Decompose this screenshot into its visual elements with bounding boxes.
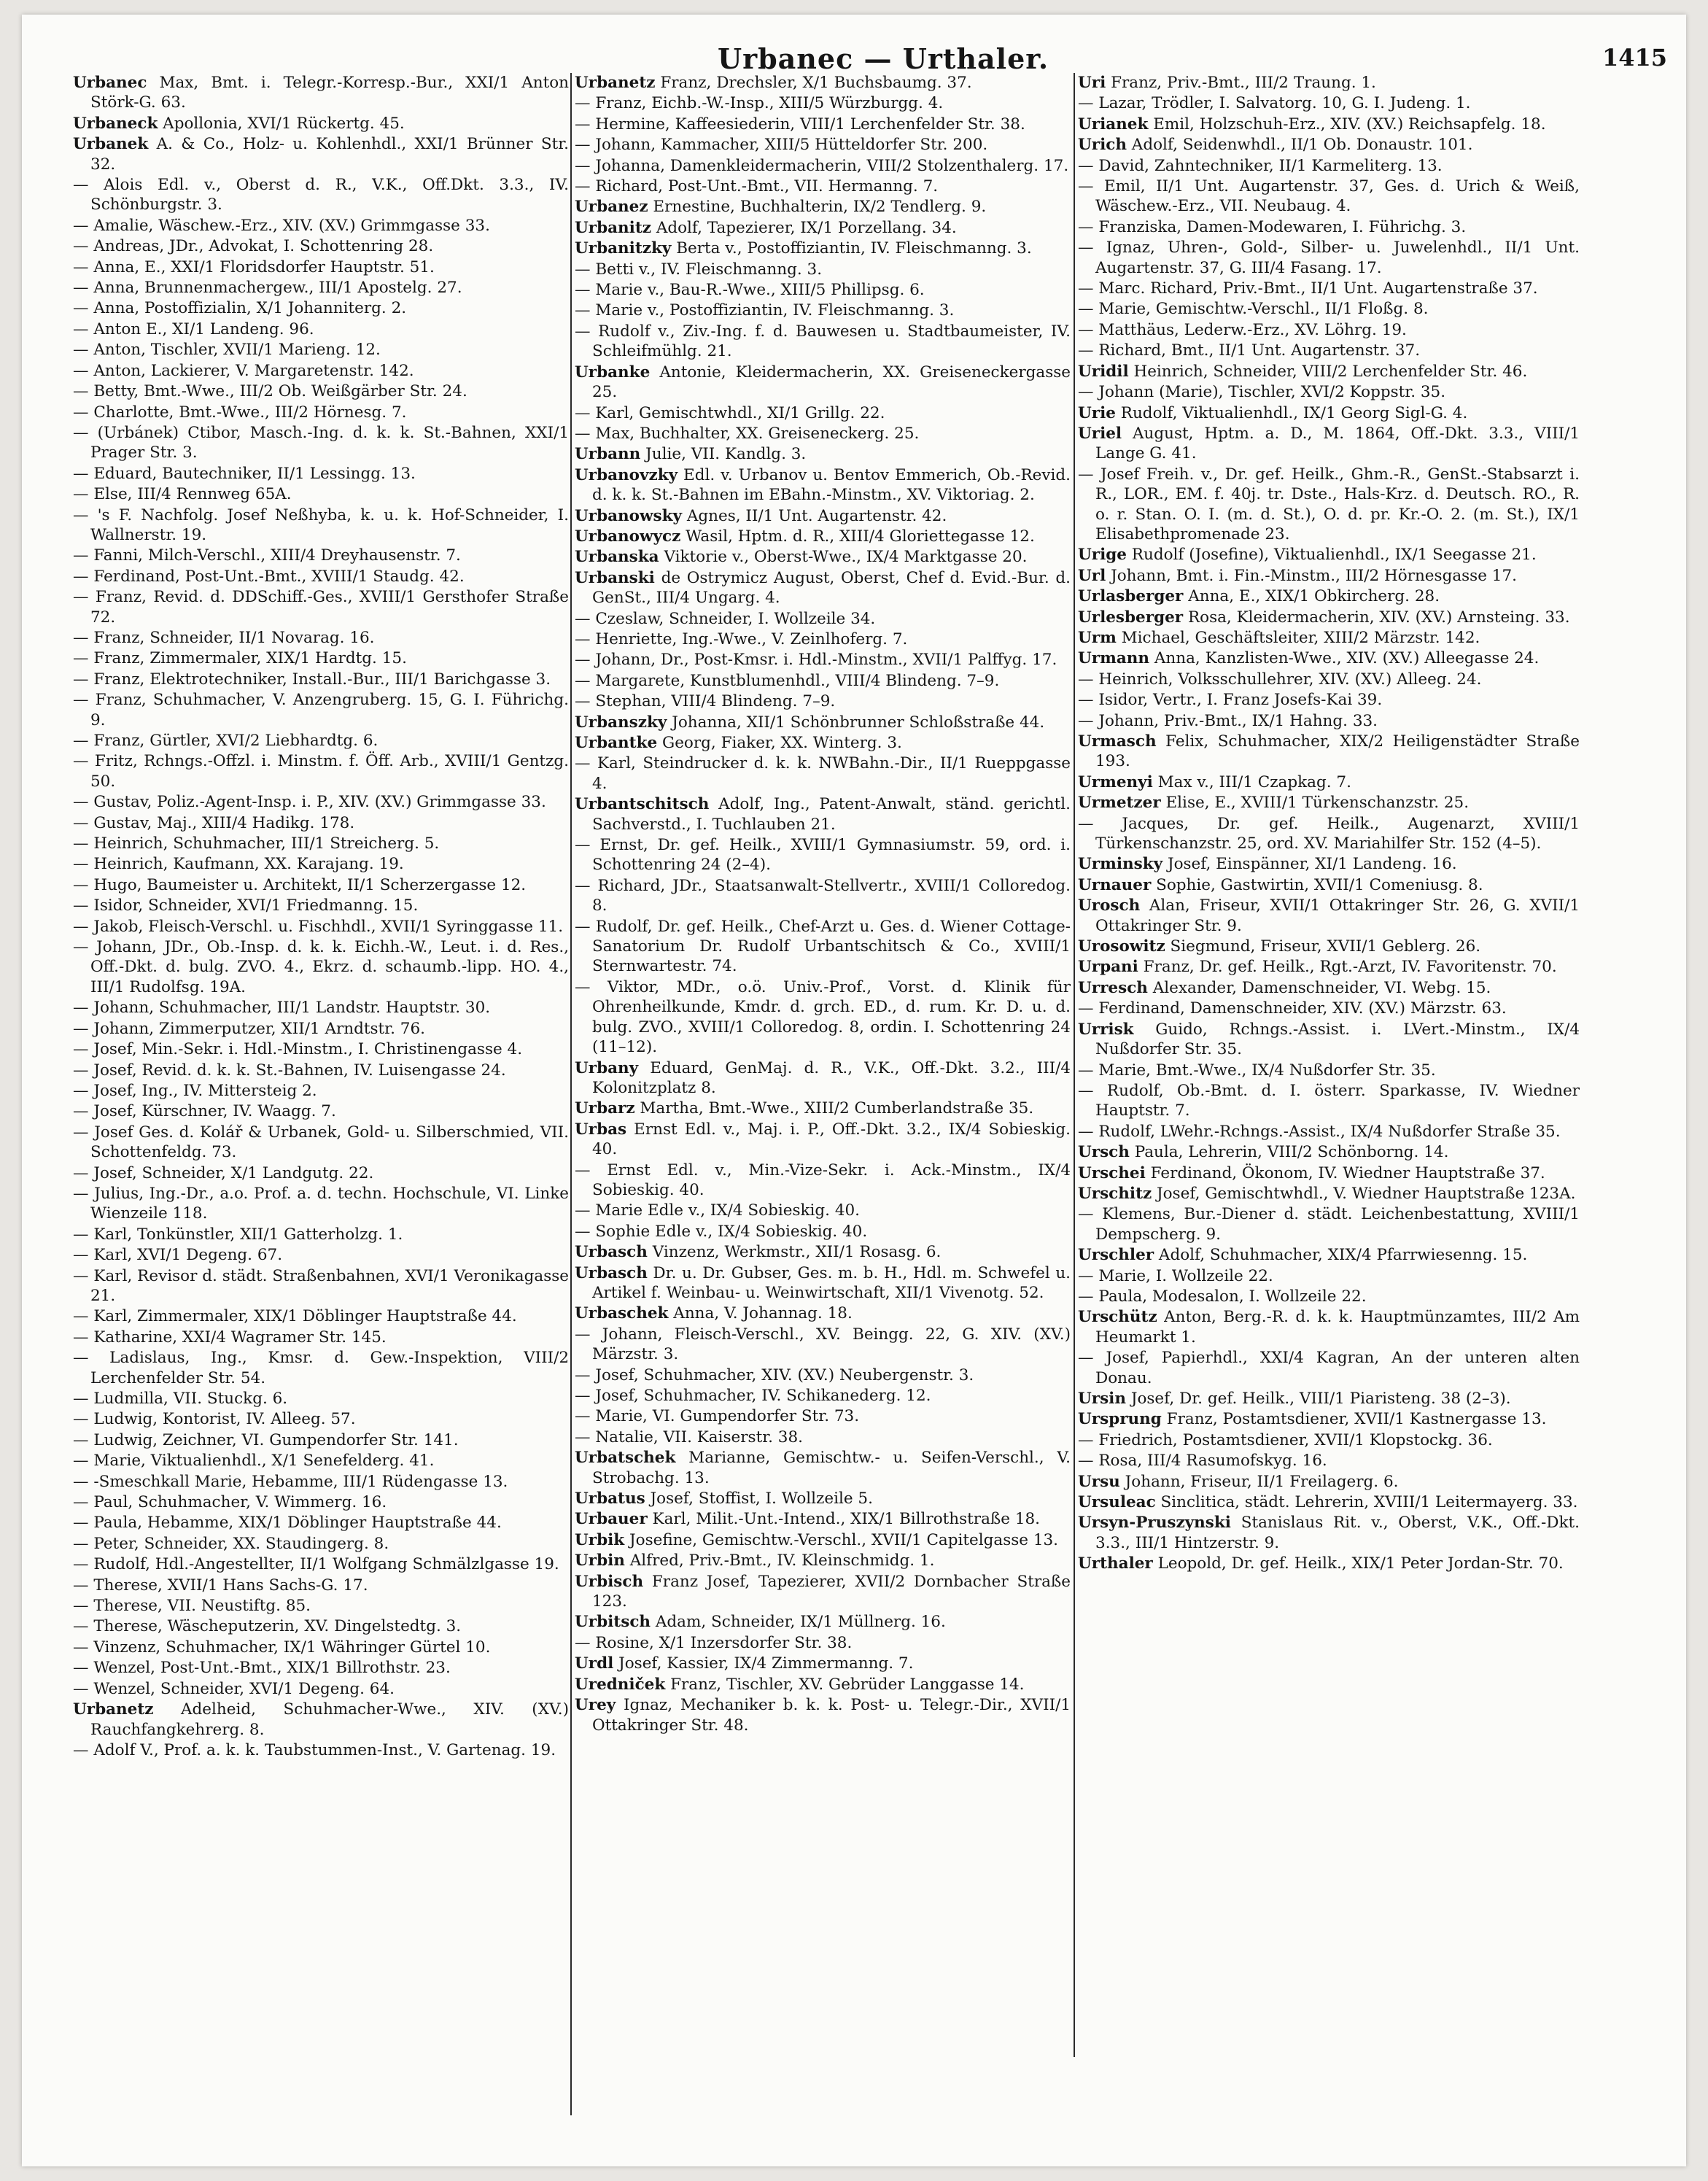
directory-entry: — Marie, VI. Gumpendorfer Str. 73.: [575, 1407, 860, 1426]
directory-entry: Urthaler Leopold, Dr. gef. Heilk., XIX/1 Peter Jordan-Str. 70.: [1078, 1554, 1564, 1573]
directory-entry: — Marie v., Bau-R.-Wwe., XIII/5 Phillipsg. 6.: [575, 281, 925, 300]
directory-entry: — Jacques, Dr. gef. Heilk., Augenarzt, XVIII/1 Türkenschanzstr. 25, ord. XV. Mariahilfer Str. 152 (4–5).: [1078, 814, 1580, 853]
directory-entry: — Betti v., IV. Fleischmanng. 3.: [575, 260, 823, 279]
directory-entry: Urbasch Vinzenz, Werkmstr., XII/1 Rosasg. 6.: [575, 1243, 942, 1262]
directory-entry: — Marie, Gemischtw.-Verschl., II/1 Floßg. 8.: [1078, 300, 1429, 319]
entry-surname: Urbanowsky: [575, 506, 683, 525]
entry-surname: Urbasch: [575, 1243, 648, 1262]
directory-entry: Urich Adolf, Seidenwhdl., II/1 Ob. Donaustr. 101.: [1078, 136, 1473, 155]
directory-entry: — Fanni, Milch-Verschl., XIII/4 Dreyhausenstr. 7.: [73, 546, 461, 565]
entry-surname: Urbanke: [575, 363, 651, 381]
entry-surname: Urosch: [1078, 896, 1141, 915]
directory-entry: — Amalie, Wäschew.-Erz., XIV. (XV.) Grimmgasse 33.: [73, 216, 490, 235]
entry-surname: Urich: [1078, 136, 1127, 155]
entry-surname: Uridil: [1078, 362, 1129, 381]
directory-entry: — Rudolf v., Ziv.-Ing. f. d. Bauwesen u. Stadtbaumeister, IV. Schleifmühlg. 21.: [575, 322, 1071, 361]
directory-entry: Ursch Paula, Lehrerin, VIII/2 Schönborng. 14.: [1078, 1143, 1449, 1162]
directory-entry: Urbann Julie, VII. Kandlg. 3.: [575, 445, 807, 464]
directory-entry: Urosowitz Siegmund, Friseur, XVII/1 Geblerg. 26.: [1078, 937, 1481, 956]
directory-entry: — Franz, Eichb.-W.-Insp., XIII/5 Würzburgg. 4.: [575, 94, 944, 113]
directory-entry: — Richard, JDr., Staatsanwalt-Stellvertr., XVIII/1 Colloredog. 8.: [575, 876, 1071, 915]
entry-surname: Urbisch: [575, 1572, 644, 1591]
directory-entry: Urbanowycz Wasil, Hptm. d. R., XIII/4 Gloriettegasse 12.: [575, 527, 1035, 546]
directory-entry: Url Johann, Bmt. i. Fin.-Minstm., III/2 Hörnesgasse 17.: [1078, 566, 1517, 585]
directory-entry: — Ludmilla, VII. Stuckg. 6.: [73, 1390, 288, 1408]
entry-surname: Urbanovzky: [575, 465, 678, 484]
directory-entry: Urpani Franz, Dr. gef. Heilk., Rgt.-Arzt, IV. Favoritenstr. 70.: [1078, 958, 1557, 977]
entry-surname: Urige: [1078, 546, 1127, 565]
directory-entry: — Heinrich, Schuhmacher, III/1 Streicherg. 5.: [73, 834, 440, 853]
directory-entry: — Josef, Min.-Sekr. i. Hdl.-Minstm., I. Christinengasse 4.: [73, 1040, 523, 1059]
directory-entry: — Anna, E., XXI/1 Floridsdorfer Hauptstr. 51.: [73, 257, 435, 276]
directory-entry: — Johann, Fleisch-Verschl., XV. Beingg. 22, G. XIV. (XV.) Märzstr. 3.: [575, 1325, 1071, 1364]
entry-surname: Urey: [575, 1696, 616, 1715]
directory-entry: — Emil, II/1 Unt. Augartenstr. 37, Ges. d. Urich & Weiß, Wäschew.-Erz., VII. Neubaug. 4.: [1078, 177, 1580, 216]
directory-entry: Urbanitzky Berta v., Postoffiziantin, IV. Fleischmanng. 3.: [575, 239, 1032, 258]
directory-entry: — Andreas, JDr., Advokat, I. Schottenring 28.: [73, 237, 434, 256]
directory-entry: — Josef, Revid. d. k. k. St.-Bahnen, IV. Luisengasse 24.: [73, 1061, 506, 1080]
directory-entry: — Karl, Tonkünstler, XII/1 Gatterholzg. 1.: [73, 1225, 403, 1244]
directory-entry: Urbaneck Apollonia, XVI/1 Rückertg. 45.: [73, 114, 405, 133]
directory-entry: — Franz, Zimmermaler, XIX/1 Hardtg. 15.: [73, 649, 407, 668]
directory-entry: — Karl, Zimmermaler, XIX/1 Döblinger Hauptstraße 44.: [73, 1307, 517, 1326]
directory-entry: — Karl, XVI/1 Degeng. 67.: [73, 1246, 283, 1265]
directory-entry: — Marie, Bmt.-Wwe., IX/4 Nußdorfer Str. 35.: [1078, 1061, 1436, 1080]
directory-entry: Uriel August, Hptm. a. D., M. 1864, Off.-Dkt. 3.3., VIII/1 Lange G. 41.: [1078, 424, 1580, 463]
entry-surname: Urbaschek: [575, 1304, 669, 1323]
directory-entry: Urbik Josefine, Gemischtw.-Verschl., XVII/1 Capitelgasse 13.: [575, 1530, 1059, 1549]
directory-entry: — Marie, Viktualienhdl., X/1 Senefelderg. 41.: [73, 1452, 435, 1471]
directory-entry: — Heinrich, Kaufmann, XX. Karajang. 19.: [73, 855, 404, 874]
directory-entry: — Friedrich, Postamtsdiener, XVII/1 Klopstockg. 36.: [1078, 1430, 1493, 1449]
directory-entry: — -Smeschkall Marie, Hebamme, III/1 Rüdengasse 13.: [73, 1472, 508, 1491]
entry-surname: Ursch: [1078, 1143, 1130, 1162]
entry-surname: Urschütz: [1078, 1308, 1157, 1327]
directory-entry: — Paul, Schuhmacher, V. Wimmerg. 16.: [73, 1493, 387, 1512]
directory-entry: — 's F. Nachfolg. Josef Neßhyba, k. u. k. Hof-Schneider, I. Wallnerstr. 19.: [73, 505, 569, 544]
directory-entry: — Josef, Ing., IV. Mittersteig 2.: [73, 1081, 317, 1100]
directory-entry: — Ferdinand, Post-Unt.-Bmt., XVIII/1 Staudg. 42.: [73, 567, 465, 586]
directory-entry: — Johann, Schuhmacher, III/1 Landstr. Hauptstr. 30.: [73, 999, 491, 1018]
directory-entry: — Josef, Kürschner, IV. Waagg. 7.: [73, 1102, 336, 1121]
directory-entry: — Anna, Brunnenmachergew., III/1 Apostelg. 27.: [73, 279, 462, 298]
directory-entry: Urmann Anna, Kanzlisten-Wwe., XIV. (XV.) Alleegasse 24.: [1078, 649, 1540, 668]
directory-entry: Urbanez Ernestine, Buchhalterin, IX/2 Tendlerg. 9.: [575, 198, 987, 217]
directory-entry: — Franziska, Damen-Modewaren, I. Führichg. 3.: [1078, 217, 1467, 236]
directory-entry: — Paula, Modesalon, I. Wollzeile 22.: [1078, 1287, 1367, 1306]
entry-surname: Urbanetz: [73, 1700, 154, 1719]
directory-entry: — Rosine, X/1 Inzersdorfer Str. 38.: [575, 1633, 853, 1652]
directory-entry: — Max, Buchhalter, XX. Greiseneckerg. 25.: [575, 424, 920, 443]
directory-entry: Urmasch Felix, Schuhmacher, XIX/2 Heiligenstädter Straße 193.: [1078, 732, 1580, 771]
entry-surname: Urbarz: [575, 1099, 635, 1118]
directory-entry: — Anton E., XI/1 Landeng. 96.: [73, 319, 314, 338]
directory-entry: Urosch Alan, Friseur, XVII/1 Ottakringer Str. 26, G. XVII/1 Ottakringer Str. 9.: [1078, 896, 1580, 935]
directory-entry: — Therese, VII. Neustiftg. 85.: [73, 1597, 311, 1616]
entry-surname: Urbatus: [575, 1489, 645, 1508]
entry-surname: Urbauer: [575, 1510, 648, 1529]
entry-surname: Urlasberger: [1078, 587, 1184, 606]
directory-entry: Urie Rudolf, Viktualienhdl., IX/1 Georg Sigl-G. 4.: [1078, 403, 1468, 422]
directory-entry: — Ernst Edl. v., Min.-Vize-Sekr. i. Ack.-Minstm., IX/4 Sobieskig. 40.: [575, 1161, 1071, 1199]
directory-entry: — Josef, Papierhdl., XXI/4 Kagran, An der unteren alten Donau.: [1078, 1349, 1580, 1387]
directory-entry: Urlasberger Anna, E., XIX/1 Obkircherg. 28.: [1078, 587, 1440, 606]
directory-entry: Urmenyi Max v., III/1 Czapkag. 7.: [1078, 772, 1351, 791]
directory-entry: — Rudolf, Ob.-Bmt. d. I. österr. Sparkasse, IV. Wiedner Hauptstr. 7.: [1078, 1081, 1580, 1120]
directory-entry: — Marie Edle v., IX/4 Sobieskig. 40.: [575, 1201, 861, 1220]
column-divider: [570, 73, 572, 2115]
directory-entry: — Rudolf, Dr. gef. Heilk., Chef-Arzt u. Ges. d. Wiener Cottage-Sanatorium Dr. Rudolf Urbantschitsch & Co., XVIII/1 Sternwartestr. 74.: [575, 917, 1071, 976]
entry-surname: Uri: [1078, 74, 1106, 92]
entry-surname: Url: [1078, 566, 1106, 585]
directory-entry: Urbanke Antonie, Kleidermacherin, XX. Greiseneckergasse 25.: [575, 363, 1071, 402]
directory-entry: — Karl, Steindrucker d. k. k. NWBahn.-Dir., II/1 Rueppgasse 4.: [575, 754, 1071, 793]
column-divider: [1074, 73, 1075, 2057]
directory-entry: Urbitsch Adam, Schneider, IX/1 Müllnerg. 16.: [575, 1613, 946, 1632]
entry-surname: Urbatschek: [575, 1449, 676, 1468]
directory-column-3: [1078, 73, 1580, 2086]
directory-entry: Urschütz Anton, Berg.-R. d. k. k. Hauptmünzamtes, III/2 Am Heumarkt 1.: [1078, 1308, 1580, 1347]
directory-entry: — Katharine, XXI/4 Wagramer Str. 145.: [73, 1328, 387, 1347]
directory-entry: — Anna, Postoffizialin, X/1 Johanniterg. 2.: [73, 299, 407, 318]
directory-entry: Urbanski de Ostrymicz August, Oberst, Chef d. Evid.-Bur. d. GenSt., III/4 Ungarg. 4.: [575, 568, 1071, 608]
directory-entry: — Marc. Richard, Priv.-Bmt., II/1 Unt. Augartenstraße 37.: [1078, 279, 1538, 298]
entry-surname: Urschler: [1078, 1246, 1154, 1265]
directory-entry: — Josef Ges. d. Kolář & Urbanek, Gold- u. Silberschmied, VII. Schottenfeldg. 73.: [73, 1123, 569, 1162]
directory-entry: Urbatschek Marianne, Gemischtw.- u. Seifen-Verschl., V. Strobachg. 13.: [575, 1449, 1071, 1487]
directory-entry: — Lazar, Trödler, I. Salvatorg. 10, G. I. Judeng. 1.: [1078, 94, 1471, 113]
directory-entry: — Isidor, Vertr., I. Franz Josefs-Kai 39.: [1078, 691, 1383, 710]
directory-entry: — Paula, Hebamme, XIX/1 Döblinger Hauptstraße 44.: [73, 1514, 502, 1533]
entry-surname: Urie: [1078, 403, 1116, 422]
directory-entry: — Klemens, Bur.-Diener d. städt. Leichenbestattung, XVIII/1 Dempscherg. 9.: [1078, 1205, 1580, 1244]
entry-surname: Urminsky: [1078, 855, 1163, 874]
directory-entry: Urschei Ferdinand, Ökonom, IV. Wiedner Hauptstraße 37.: [1078, 1163, 1545, 1182]
directory-column-1: [73, 73, 569, 2145]
directory-entry: Urey Ignaz, Mechaniker b. k. k. Post- u. Telegr.-Dir., XVII/1 Ottakringer Str. 48.: [575, 1696, 1071, 1735]
directory-entry: — Viktor, MDr., o.ö. Univ.-Prof., Vorst. d. Klinik für Ohrenheilkunde, Kmdr. d. grch. ED., d. rum. Kr. D. u. d. bulg. ZVO., XVIII/1 Colloredog. 8, ordin. I. Schottenring 24 (11–12).: [575, 977, 1071, 1057]
entry-surname: Urrisk: [1078, 1020, 1134, 1039]
entry-surname: Urbanec: [73, 74, 147, 92]
directory-entry: — Czeslaw, Schneider, I. Wollzeile 34.: [575, 609, 876, 628]
directory-entry: — Ferdinand, Damenschneider, XIV. (XV.) Märzstr. 63.: [1078, 999, 1507, 1018]
directory-entry: Urm Michael, Geschäftsleiter, XIII/2 Märzstr. 142.: [1078, 628, 1480, 647]
directory-entry: Urbanetz Franz, Drechsler, X/1 Buchsbaumg. 37.: [575, 74, 972, 92]
entry-surname: Urmann: [1078, 649, 1150, 668]
directory-entry: Urbantschitsch Adolf, Ing., Patent-Anwalt, ständ. gerichtl. Sachverstd., I. Tuchlauben 21.: [575, 795, 1071, 834]
entry-surname: Urbanski: [575, 568, 655, 587]
directory-entry: — Franz, Gürtler, XVI/2 Liebhardtg. 6.: [73, 732, 379, 750]
entry-surname: Urschitz: [1078, 1184, 1152, 1203]
entry-surname: Urbanska: [575, 548, 659, 567]
directory-entry: — Peter, Schneider, XX. Staudingerg. 8.: [73, 1534, 389, 1553]
directory-entry: — Wenzel, Schneider, XVI/1 Degeng. 64.: [73, 1679, 395, 1698]
directory-entry: — Betty, Bmt.-Wwe., III/2 Ob. Weißgärber Str. 24.: [73, 382, 467, 401]
entry-surname: Ursyn-Pruszynski: [1078, 1514, 1231, 1533]
entry-surname: Urmetzer: [1078, 794, 1161, 813]
directory-entry: — Richard, Bmt., II/1 Unt. Augartenstr. 37.: [1078, 341, 1421, 360]
directory-entry: — Sophie Edle v., IX/4 Sobieskig. 40.: [575, 1222, 868, 1241]
directory-entry: Uri Franz, Priv.-Bmt., III/2 Traung. 1.: [1078, 74, 1376, 92]
directory-entry: — Johann, Zimmerputzer, XII/1 Arndtstr. 76.: [73, 1019, 425, 1038]
directory-entry: — Stephan, VIII/4 Blindeng. 7–9.: [575, 692, 836, 711]
directory-entry: — Ludwig, Kontorist, IV. Alleeg. 57.: [73, 1410, 356, 1429]
entry-surname: Urnauer: [1078, 875, 1152, 894]
entry-surname: Urianek: [1078, 115, 1149, 133]
directory-entry: — Karl, Revisor d. städt. Straßenbahnen, XVI/1 Veronikagasse 21.: [73, 1266, 569, 1305]
entry-surname: Urmasch: [1078, 732, 1157, 751]
directory-entry: — Hermine, Kaffeesiederin, VIII/1 Lerchenfelder Str. 38.: [575, 115, 1025, 133]
directory-entry: — Johann, Dr., Post-Kmsr. i. Hdl.-Minstm., XVII/1 Palffyg. 17.: [575, 651, 1057, 670]
entry-surname: Urresch: [1078, 978, 1148, 997]
directory-entry: Urdl Josef, Kassier, IX/4 Zimmermanng. 7.: [575, 1654, 914, 1673]
directory-entry: — (Urbánek) Ctibor, Masch.-Ing. d. k. k. St.-Bahnen, XXI/1 Prager Str. 3.: [73, 423, 569, 462]
directory-entry: — Franz, Elektrotechniker, Install.-Bur., III/1 Barichgasse 3.: [73, 670, 551, 689]
directory-entry: — Jakob, Fleisch-Verschl. u. Fischhdl., XVII/1 Syringgasse 11.: [73, 917, 564, 936]
entry-surname: Urbann: [575, 445, 641, 464]
entry-surname: Urm: [1078, 628, 1117, 647]
directory-entry: — Johann, Priv.-Bmt., IX/1 Hahng. 33.: [1078, 711, 1378, 730]
entry-surname: Urbin: [575, 1552, 625, 1570]
directory-entry: Urbisch Franz Josef, Tapezierer, XVII/2 Dornbacher Straße 123.: [575, 1572, 1071, 1611]
entry-surname: Urdl: [575, 1654, 614, 1673]
directory-entry: — Natalie, VII. Kaiserstr. 38.: [575, 1427, 803, 1446]
directory-entry: — Marie, I. Wollzeile 22.: [1078, 1266, 1273, 1285]
directory-entry: — Johann (Marie), Tischler, XVI/2 Koppstr. 35.: [1078, 383, 1446, 402]
directory-column-2: [575, 73, 1071, 2145]
directory-entry: Urbin Alfred, Priv.-Bmt., IV. Kleinschmidg. 1.: [575, 1552, 935, 1570]
directory-entry: — Adolf V., Prof. a. k. k. Taubstummen-Inst., V. Gartenag. 19.: [73, 1740, 556, 1759]
entry-surname: Ursuleac: [1078, 1493, 1156, 1512]
directory-entry: Urbanovzky Edl. v. Urbanov u. Bentov Emmerich, Ob.-Revid. d. k. k. St.-Bahnen im EBahn.-Minstm., XV. Viktoriag. 2.: [575, 465, 1071, 505]
entry-surname: Urbany: [575, 1058, 639, 1077]
directory-entry: Urminsky Josef, Einspänner, XI/1 Landeng. 16.: [1078, 855, 1457, 874]
entry-surname: Urbanez: [575, 198, 648, 217]
directory-entry: — Rudolf, LWehr.-Rchngs.-Assist., IX/4 Nußdorfer Straße 35.: [1078, 1122, 1561, 1141]
directory-entry: Urresch Alexander, Damenschneider, VI. Webg. 15.: [1078, 978, 1491, 997]
directory-entry: Urbanitz Adolf, Tapezierer, IX/1 Porzellang. 34.: [575, 218, 957, 237]
directory-entry: — Gustav, Maj., XIII/4 Hadikg. 178.: [73, 813, 355, 832]
entry-surname: Ursin: [1078, 1390, 1126, 1408]
directory-entry: — Franz, Schneider, II/1 Novarag. 16.: [73, 628, 375, 647]
directory-entry: — Eduard, Bautechniker, II/1 Lessingg. 13.: [73, 464, 416, 483]
entry-surname: Urbaneck: [73, 114, 158, 133]
directory-entry: — David, Zahntechniker, II/1 Karmeliterg. 13.: [1078, 156, 1443, 175]
directory-entry: Ursu Johann, Friseur, II/1 Freilagerg. 6.: [1078, 1472, 1399, 1491]
directory-entry: — Vinzenz, Schuhmacher, IX/1 Währinger Gürtel 10.: [73, 1638, 491, 1657]
directory-entry: — Franz, Revid. d. DDSchiff.-Ges., XVIII/1 Gersthofer Straße 72.: [73, 588, 569, 627]
directory-entry: — Therese, XVII/1 Hans Sachs-G. 17.: [73, 1576, 368, 1595]
directory-entry: — Rosa, III/4 Rasumofskyg. 16.: [1078, 1452, 1327, 1471]
entry-surname: Urbanitzky: [575, 239, 672, 258]
directory-entry: Ursyn-Pruszynski Stanislaus Rit. v., Oberst, V.K., Off.-Dkt. 3.3., III/1 Hintzerstr. 9.: [1078, 1514, 1580, 1552]
directory-entry: — Johann, JDr., Ob.-Insp. d. k. k. Eichh.-W., Leut. i. d. Res., Off.-Dkt. d. bulg. ZVO. 4., Ekrz. d. schaumb.-lipp. HO. 4., III/1 Rudolfsg. 19A.: [73, 938, 569, 996]
directory-entry: — Richard, Post-Unt.-Bmt., VII. Hermanng. 7.: [575, 177, 939, 196]
directory-entry: Urbanek A. & Co., Holz- u. Kohlenhdl., XXI/1 Brünner Str. 32.: [73, 135, 569, 174]
directory-entry: Urbantke Georg, Fiaker, XX. Winterg. 3.: [575, 734, 902, 752]
directory-entry: Urbanetz Adelheid, Schuhmacher-Wwe., XIV. (XV.) Rauchfangkehrerg. 8.: [73, 1700, 569, 1739]
directory-entry: Urige Rudolf (Josefine), Viktualienhdl., IX/1 Seegasse 21.: [1078, 546, 1537, 565]
directory-entry: — Ernst, Dr. gef. Heilk., XVIII/1 Gymnasiumstr. 59, ord. i. Schottenring 24 (2–4).: [575, 836, 1071, 875]
entry-surname: Uredniček: [575, 1675, 666, 1694]
directory-entry: Urschitz Josef, Gemischtwhdl., V. Wiedner Hauptstraße 123A.: [1078, 1184, 1576, 1203]
directory-entry: Urbanowsky Agnes, II/1 Unt. Augartenstr. 42.: [575, 506, 947, 525]
directory-entry: — Isidor, Schneider, XVI/1 Friedmanng. 15.: [73, 896, 419, 915]
entry-surname: Urpani: [1078, 958, 1138, 977]
directory-entry: — Therese, Wäscheputzerin, XV. Dingelstedtg. 3.: [73, 1617, 462, 1636]
directory-entry: — Wenzel, Post-Unt.-Bmt., XIX/1 Billrothstr. 23.: [73, 1659, 451, 1678]
directory-entry: — Franz, Schuhmacher, V. Anzengruberg. 15, G. I. Führichg. 9.: [73, 691, 569, 729]
directory-entry: Urbanska Viktorie v., Oberst-Wwe., IX/4 Marktgasse 20.: [575, 548, 1028, 567]
directory-entry: — Matthäus, Lederw.-Erz., XV. Löhrg. 19.: [1078, 320, 1407, 339]
directory-entry: Urbarz Martha, Bmt.-Wwe., XIII/2 Cumberlandstraße 35.: [575, 1099, 1034, 1118]
directory-entry: — Henriette, Ing.-Wwe., V. Zeinlhoferg. 7.: [575, 629, 908, 648]
directory-entry: — Alois Edl. v., Oberst d. R., V.K., Off.Dkt. 3.3., IV. Schönburgstr. 3.: [73, 176, 569, 214]
directory-entry: — Josef Freih. v., Dr. gef. Heilk., Ghm.-R., GenSt.-Stabsarzt i. R., LOR., EM. f. 40j. tr. Dste., Hals-Krz. d. Deutsch. RO., R. o. r. Stan. O. I. (m. d. St.), O. d. pr. Kr.-O. 2. (m. St.), IX/1 Elisabethpromenade 23.: [1078, 465, 1580, 543]
directory-entry: — Gustav, Poliz.-Agent-Insp. i. P., XIV. (XV.) Grimmgasse 33.: [73, 793, 546, 812]
directory-entry: — Margarete, Kunstblumenhdl., VIII/4 Blindeng. 7–9.: [575, 671, 1000, 690]
directory-entry: — Marie v., Postoffiziantin, IV. Fleischmanng. 3.: [575, 301, 955, 320]
entry-surname: Urbantschitsch: [575, 795, 710, 814]
directory-entry: Urbanec Max, Bmt. i. Telegr.-Korresp.-Bur., XXI/1 Anton Störk-G. 63.: [73, 74, 569, 112]
directory-entry: Uredniček Franz, Tischler, XV. Gebrüder Langgasse 14.: [575, 1675, 1025, 1694]
entry-surname: Uriel: [1078, 424, 1122, 443]
directory-entry: — Charlotte, Bmt.-Wwe., III/2 Hörnesg. 7.: [73, 403, 407, 422]
directory-entry: — Heinrich, Volksschullehrer, XIV. (XV.) Alleeg. 24.: [1078, 670, 1482, 689]
entry-surname: Urbanetz: [575, 74, 656, 92]
entry-surname: Ursprung: [1078, 1410, 1162, 1429]
entry-surname: Urosowitz: [1078, 937, 1165, 956]
directory-entry: Urmetzer Elise, E., XVIII/1 Türkenschanzstr. 25.: [1078, 794, 1470, 813]
entry-surname: Urbanowycz: [575, 527, 681, 546]
entry-surname: Urbik: [575, 1530, 625, 1549]
directory-entry: — Ladislaus, Ing., Kmsr. d. Gew.-Inspektion, VIII/2 Lerchenfelder Str. 54.: [73, 1349, 569, 1387]
entry-surname: Urbitsch: [575, 1613, 651, 1632]
directory-entry: — Ludwig, Zeichner, VI. Gumpendorfer Str. 141.: [73, 1430, 459, 1449]
page-title: Urbanec — Urthaler.: [717, 42, 1049, 75]
directory-entry: — Hugo, Baumeister u. Architekt, II/1 Scherzergasse 12.: [73, 875, 527, 894]
directory-entry: — Josef, Schuhmacher, XIV. (XV.) Neubergenstr. 3.: [575, 1365, 974, 1384]
directory-entry: — Johanna, Damenkleidermacherin, VIII/2 Stolzenthalerg. 17.: [575, 156, 1069, 175]
directory-entry: Ursuleac Sinclitica, städt. Lehrerin, XVIII/1 Leitermayerg. 33.: [1078, 1493, 1578, 1512]
directory-entry: Uridil Heinrich, Schneider, VIII/2 Lerchenfelder Str. 46.: [1078, 362, 1528, 381]
directory-entry: Urrisk Guido, Rchngs.-Assist. i. LVert.-Minstm., IX/4 Nußdorfer Str. 35.: [1078, 1020, 1580, 1059]
entry-surname: Urbanszky: [575, 713, 667, 732]
directory-entry: — Josef, Schuhmacher, IV. Schikanederg. 12.: [575, 1387, 931, 1405]
directory-entry: Urlesberger Rosa, Kleidermacherin, XIV. (XV.) Arnsteing. 33.: [1078, 608, 1570, 627]
directory-entry: — Ignaz, Uhren-, Gold-, Silber- u. Juwelenhdl., II/1 Unt. Augartenstr. 37, G. III/4 Fasang. 17.: [1078, 239, 1580, 277]
entry-surname: Urbantke: [575, 734, 658, 752]
directory-entry: — Karl, Gemischtwhdl., XI/1 Grillg. 22.: [575, 403, 885, 422]
page-number: 1415: [1602, 44, 1667, 71]
entry-surname: Ursu: [1078, 1472, 1120, 1491]
directory-entry: — Anton, Tischler, XVII/1 Marieng. 12.: [73, 341, 381, 360]
entry-surname: Urbanek: [73, 135, 149, 154]
directory-entry: Urbanszky Johanna, XII/1 Schönbrunner Schloßstraße 44.: [575, 713, 1045, 732]
directory-entry: Ursin Josef, Dr. gef. Heilk., VIII/1 Piaristeng. 38 (2–3).: [1078, 1390, 1511, 1408]
directory-entry: — Anton, Lackierer, V. Margaretenstr. 142.: [73, 361, 414, 380]
entry-surname: Urbanitz: [575, 218, 651, 237]
directory-entry: Urschler Adolf, Schuhmacher, XIX/4 Pfarrwiesenng. 15.: [1078, 1246, 1528, 1265]
directory-entry: — Johann, Kammacher, XIII/5 Hütteldorfer Str. 200.: [575, 136, 988, 155]
directory-entry: Ursprung Franz, Postamtsdiener, XVII/1 Kastnergasse 13.: [1078, 1410, 1547, 1429]
directory-entry: — Josef, Schneider, X/1 Landgutg. 22.: [73, 1163, 374, 1182]
entry-surname: Urthaler: [1078, 1554, 1153, 1573]
directory-entry: — Else, III/4 Rennweg 65A.: [73, 485, 292, 504]
directory-entry: Urbaschek Anna, V. Johannag. 18.: [575, 1304, 853, 1323]
directory-entry: — Rudolf, Hdl.-Angestellter, II/1 Wolfgang Schmälzlgasse 19.: [73, 1555, 559, 1574]
entry-surname: Urbasch: [575, 1263, 648, 1282]
directory-entry: Urbas Ernst Edl. v., Maj. i. P., Off.-Dkt. 3.2., IX/4 Sobieskig. 40.: [575, 1120, 1071, 1159]
directory-entry: Urbany Eduard, GenMaj. d. R., V.K., Off.-Dkt. 3.2., III/4 Kolonitzplatz 8.: [575, 1058, 1071, 1097]
entry-surname: Urschei: [1078, 1163, 1146, 1182]
directory-entry: Urbasch Dr. u. Dr. Gubser, Ges. m. b. H., Hdl. m. Schwefel u. Artikel f. Weinbau- u. Weinwirtschaft, XII/1 Vivenotg. 52.: [575, 1263, 1071, 1302]
directory-entry: — Fritz, Rchngs.-Offzl. i. Minstm. f. Öff. Arb., XVIII/1 Gentzg. 50.: [73, 752, 569, 791]
directory-entry: Urbauer Karl, Milit.-Unt.-Intend., XIX/1 Billrothstraße 18.: [575, 1510, 1041, 1529]
entry-surname: Urmenyi: [1078, 772, 1153, 791]
directory-entry: Urianek Emil, Holzschuh-Erz., XIV. (XV.) Reichsapfelg. 18.: [1078, 115, 1546, 133]
directory-entry: Urnauer Sophie, Gastwirtin, XVII/1 Comeniusg. 8.: [1078, 875, 1483, 894]
entry-surname: Urbas: [575, 1120, 627, 1139]
directory-entry: Urbatus Josef, Stoffist, I. Wollzeile 5.: [575, 1489, 873, 1508]
entry-surname: Urlesberger: [1078, 608, 1184, 627]
directory-entry: — Julius, Ing.-Dr., a.o. Prof. a. d. techn. Hochschule, VI. Linke Wienzeile 118.: [73, 1184, 569, 1223]
